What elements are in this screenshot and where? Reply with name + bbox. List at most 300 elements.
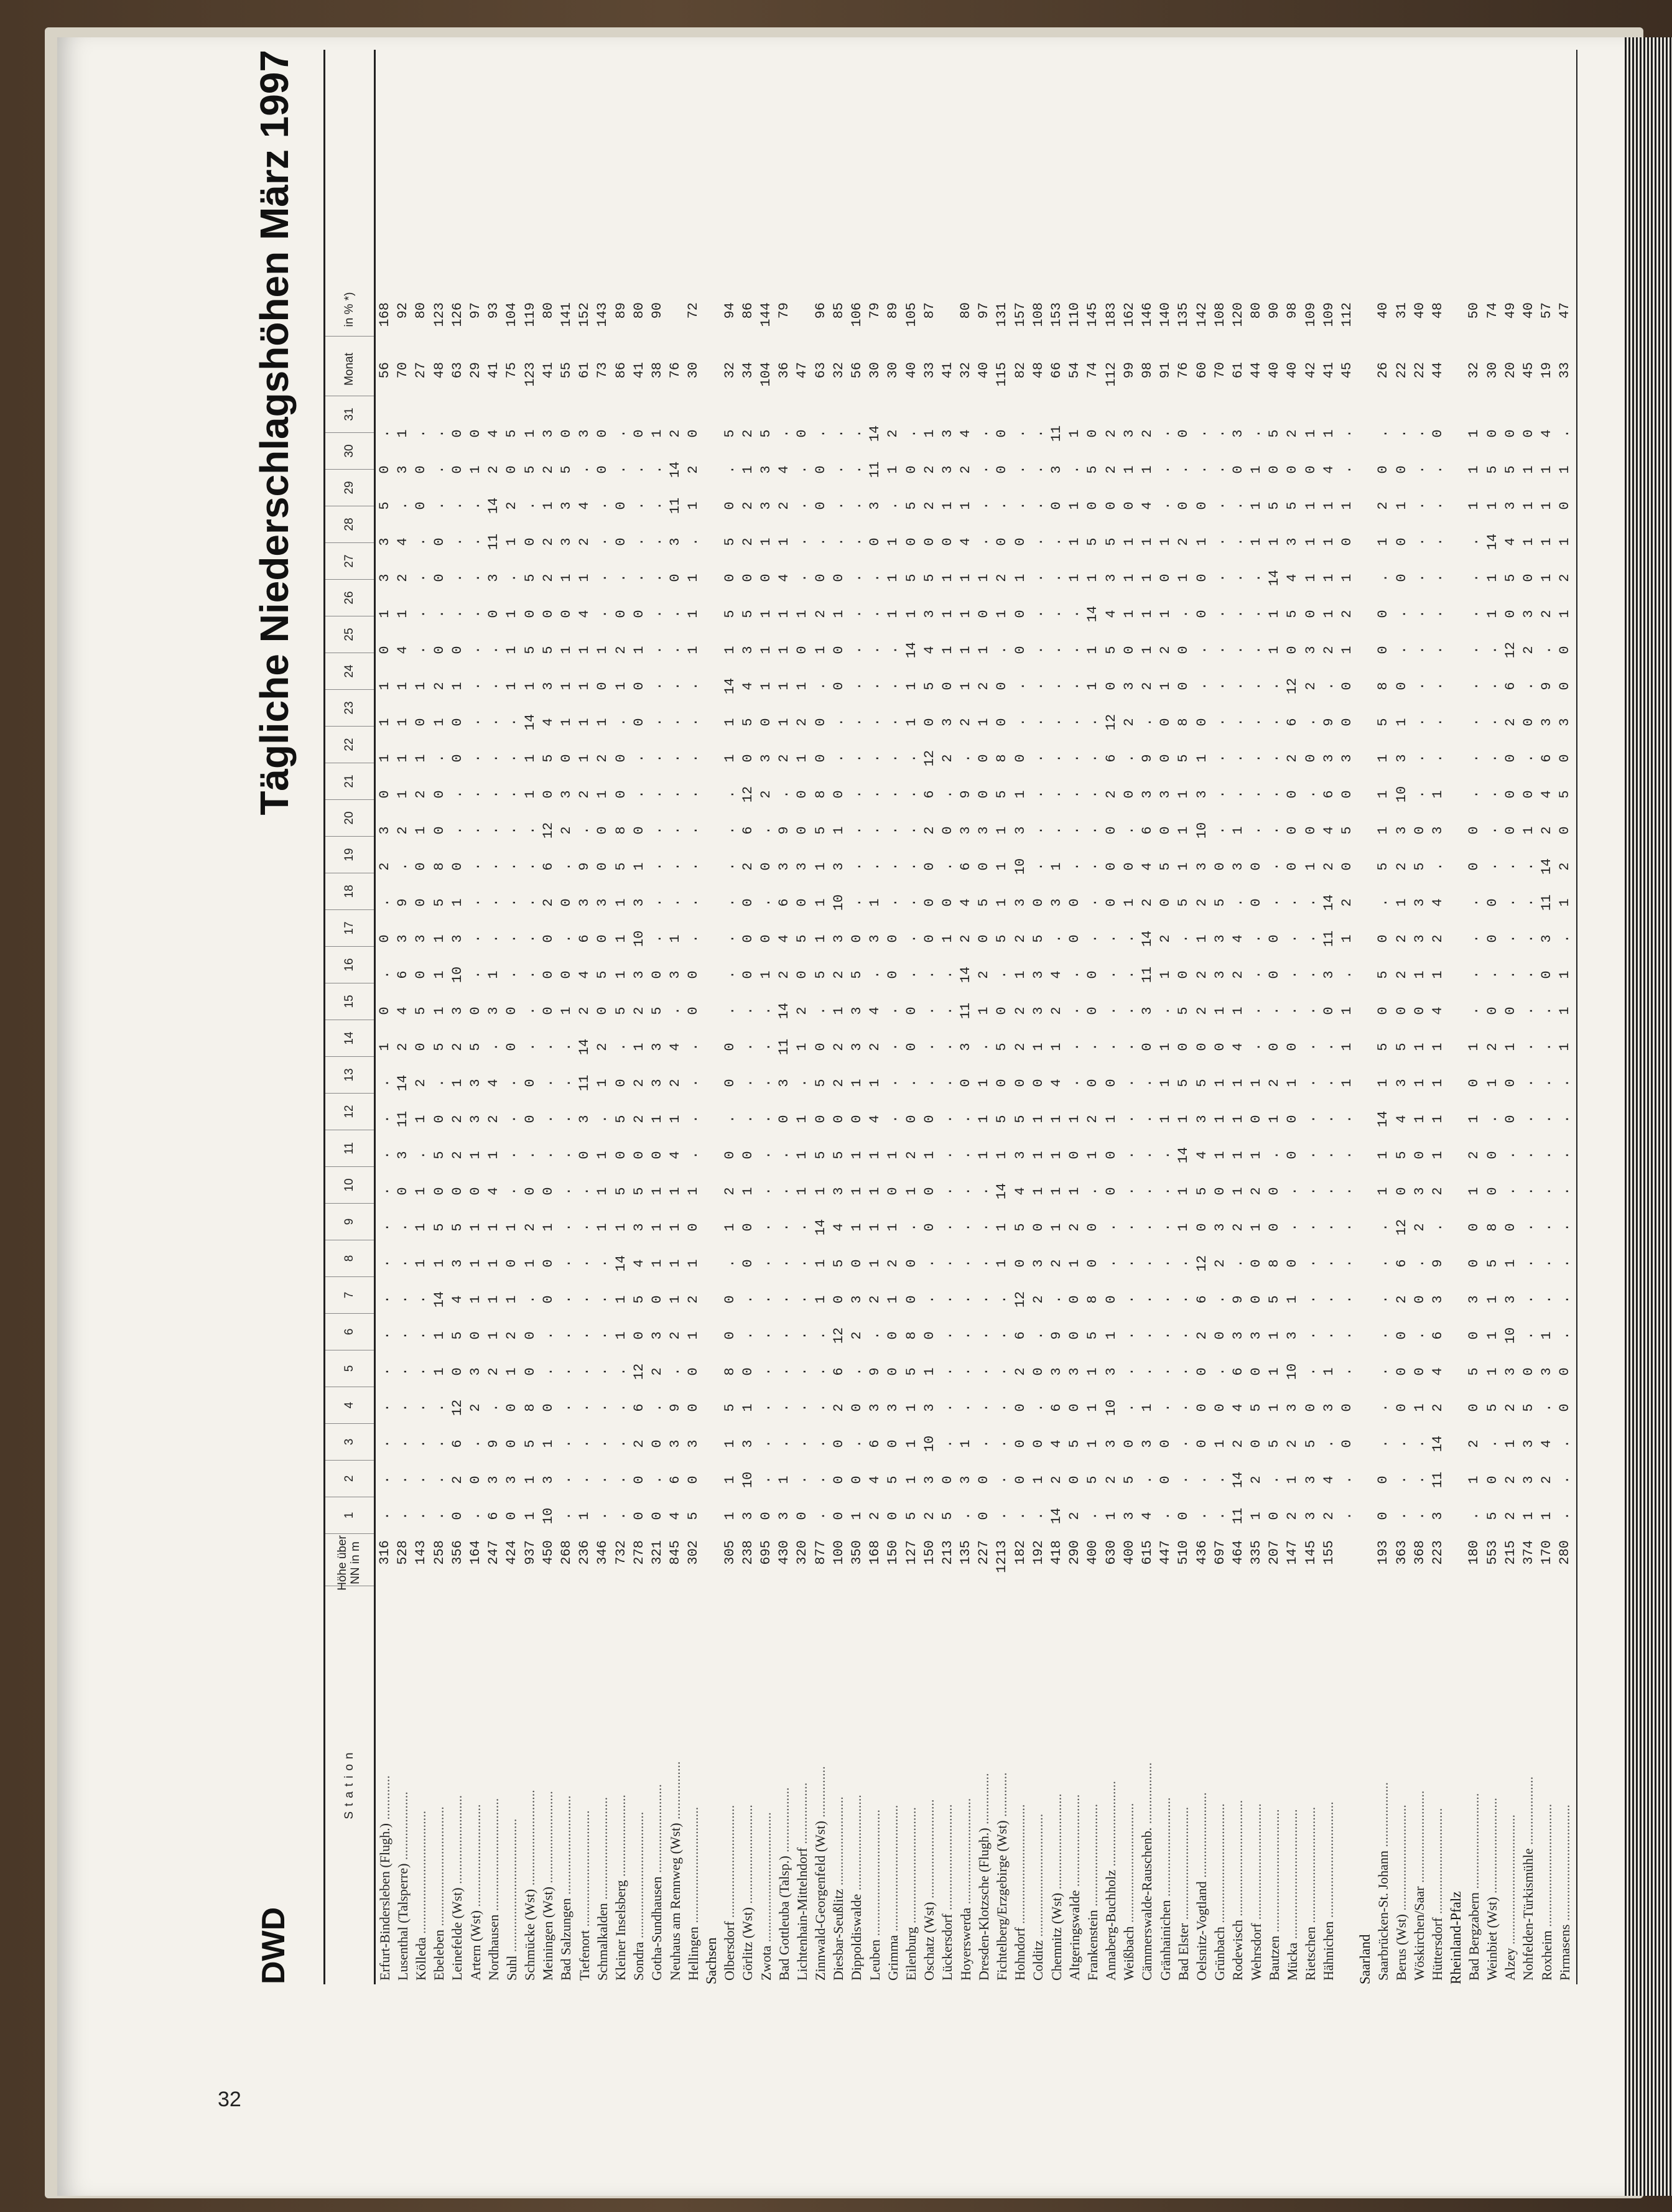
day-value: 5: [1411, 862, 1428, 871]
day-value: 1: [976, 1115, 992, 1123]
station-label: Nohfelden-Türkismühle: [1520, 1848, 1536, 1981]
day-value: 3: [1194, 862, 1210, 871]
day-value: 4: [1321, 1475, 1337, 1484]
month-total: 22: [1411, 362, 1428, 379]
day-value: .: [1321, 1043, 1337, 1051]
day-value: 0: [431, 646, 447, 654]
binding-edge: [1625, 37, 1672, 2196]
month-total: 30: [867, 362, 883, 379]
day-value: .: [848, 862, 865, 871]
day-value: 2: [1248, 1187, 1265, 1196]
day-value: 0: [1067, 1331, 1083, 1340]
leader-dots: ..................................: [1321, 1801, 1337, 1922]
day-value: .: [1375, 1331, 1391, 1340]
day-value: 1: [885, 1223, 901, 1232]
day-value: 2: [1466, 1151, 1482, 1159]
day-value: .: [976, 1403, 992, 1412]
day-value: 5: [812, 1151, 829, 1159]
day-value: 10: [1393, 786, 1410, 803]
table-row: [1156, 50, 1174, 1984]
day-value: 1: [740, 1403, 756, 1412]
day-value: .: [1012, 1512, 1028, 1520]
day-value: .: [1520, 1115, 1536, 1123]
day-value: .: [758, 1079, 774, 1087]
day-value: 1: [903, 610, 919, 618]
day-value: 1: [1176, 862, 1192, 871]
day-value: .: [1121, 1187, 1137, 1196]
day-value: 1: [1067, 429, 1083, 438]
station-label: Zwota: [758, 1945, 774, 1981]
station-height: 170: [1539, 1540, 1555, 1565]
day-value: 0: [1103, 682, 1119, 690]
day-value: 0: [1411, 826, 1428, 835]
day-value: .: [1121, 754, 1137, 763]
leader-dots: ...................................: [1012, 1804, 1028, 1928]
day-value: 0: [1248, 1295, 1265, 1304]
day-value: 1: [667, 934, 684, 943]
station-height: 280: [1557, 1540, 1573, 1565]
day-value: .: [994, 1331, 1010, 1340]
day-value: 14: [722, 677, 738, 695]
day-value: 2: [885, 429, 901, 438]
month-percent: 108: [1030, 302, 1046, 327]
station-height: 346: [595, 1540, 611, 1565]
day-value: .: [939, 1115, 955, 1123]
day-value: .: [1121, 970, 1137, 979]
day-value: 5: [830, 1259, 847, 1268]
day-value: 0: [1466, 1403, 1482, 1412]
day-value: 6: [1502, 682, 1518, 690]
station-height: 430: [776, 1540, 792, 1565]
station-height: 145: [1303, 1540, 1319, 1565]
day-value: .: [1012, 718, 1028, 727]
day-value: .: [486, 754, 502, 763]
day-value: .: [722, 1115, 738, 1123]
day-value: 1: [1103, 1115, 1119, 1123]
station-label: Wöskirchen/Saar: [1411, 1886, 1428, 1981]
day-value: 0: [722, 1043, 738, 1051]
day-value: 1: [1248, 1512, 1265, 1520]
day-value: 1: [1176, 1187, 1192, 1196]
day-value: .: [649, 718, 665, 727]
day-value: 0: [1466, 1223, 1482, 1232]
day-value: .: [740, 1043, 756, 1051]
day-value: 0: [504, 1043, 520, 1051]
day-value: 4: [667, 1043, 684, 1051]
day-value: 0: [1393, 537, 1410, 546]
day-value: .: [649, 898, 665, 907]
day-value: 1: [395, 429, 411, 438]
day-value: .: [1212, 1367, 1228, 1376]
day-value: .: [994, 646, 1010, 654]
day-value: .: [1303, 1006, 1319, 1015]
day-value: .: [595, 1331, 611, 1340]
station-name: [1375, 1586, 1391, 1984]
day-value: .: [848, 1367, 865, 1376]
day-value: .: [558, 1367, 574, 1376]
day-value: .: [685, 790, 702, 799]
day-value: 4: [776, 934, 792, 943]
day-value: .: [1085, 1512, 1101, 1520]
day-value: 3: [685, 1439, 702, 1448]
day-value: 5: [1466, 1367, 1482, 1376]
day-value: 14: [577, 1038, 593, 1056]
day-value: 0: [595, 934, 611, 943]
day-value: 0: [504, 1006, 520, 1015]
day-value: 5: [1375, 718, 1391, 727]
day-value: 0: [830, 1439, 847, 1448]
day-value: 0: [540, 1187, 556, 1196]
month-percent: 87: [921, 302, 937, 319]
day-value: 2: [1393, 1295, 1410, 1304]
station-height: 630: [1103, 1540, 1119, 1565]
station-height: 695: [758, 1540, 774, 1565]
day-value: .: [649, 537, 665, 546]
month-percent: 80: [1248, 302, 1265, 319]
table-row: [593, 50, 611, 1984]
table-row: [939, 50, 957, 1984]
month-percent: 89: [613, 302, 629, 319]
header-day-26: 26: [325, 580, 374, 616]
day-value: 0: [540, 1403, 556, 1412]
day-value: .: [921, 1006, 937, 1015]
day-value: .: [740, 1331, 756, 1340]
day-value: 0: [1339, 537, 1355, 546]
day-value: .: [1466, 1512, 1482, 1520]
day-value: 5: [1176, 1079, 1192, 1087]
day-value: 5: [903, 574, 919, 582]
station-name: [1176, 1586, 1192, 1984]
day-value: .: [431, 1079, 447, 1087]
station-name: [1429, 1586, 1446, 1984]
day-value: 3: [939, 718, 955, 727]
station-height: 147: [1284, 1540, 1301, 1565]
table-row: [1538, 50, 1556, 1984]
day-value: 0: [540, 1259, 556, 1268]
day-value: 2: [1375, 501, 1391, 510]
day-value: 3: [540, 1475, 556, 1484]
month-percent: 108: [1212, 302, 1228, 327]
day-value: 1: [1429, 1115, 1446, 1123]
day-value: .: [449, 790, 465, 799]
day-value: 5: [1012, 1115, 1028, 1123]
day-value: .: [1067, 754, 1083, 763]
day-value: 0: [1303, 610, 1319, 618]
station-name: [722, 1586, 738, 1984]
day-value: 0: [740, 1367, 756, 1376]
day-value: .: [976, 1043, 992, 1051]
day-value: .: [613, 1475, 629, 1484]
day-value: 1: [1266, 1403, 1283, 1412]
day-value: 1: [1030, 1151, 1046, 1159]
station-label: Cämmerswalde-Rauschenb.: [1139, 1827, 1155, 1981]
day-value: .: [1194, 1512, 1210, 1520]
day-value: 0: [1067, 1295, 1083, 1304]
day-value: 4: [395, 646, 411, 654]
day-value: 0: [685, 1367, 702, 1376]
leader-dots: .................: [667, 1761, 683, 1823]
day-value: 4: [1539, 429, 1555, 438]
day-value: 5: [449, 1331, 465, 1340]
day-value: 1: [1266, 646, 1283, 654]
day-value: 3: [1411, 934, 1428, 943]
month-total: 70: [1212, 362, 1228, 379]
day-value: 2: [776, 501, 792, 510]
month-percent: 96: [812, 302, 829, 319]
day-value: 1: [903, 682, 919, 690]
station-label: Artern (Wst): [467, 1910, 483, 1981]
day-value: 3: [649, 1043, 665, 1051]
day-value: .: [867, 574, 883, 582]
day-value: 2: [649, 1367, 665, 1376]
day-value: 1: [667, 1259, 684, 1268]
day-value: .: [1266, 1151, 1283, 1159]
day-value: 0: [1012, 646, 1028, 654]
day-value: 12: [540, 822, 556, 839]
day-value: 0: [921, 1331, 937, 1340]
day-value: .: [377, 1223, 393, 1232]
station-height: 155: [1321, 1540, 1337, 1565]
day-value: 0: [1284, 646, 1301, 654]
day-value: .: [577, 826, 593, 835]
station-height: 436: [1194, 1540, 1210, 1565]
day-value: .: [1121, 826, 1137, 835]
day-value: 5: [1266, 429, 1283, 438]
day-value: .: [486, 718, 502, 727]
day-value: 0: [1158, 754, 1174, 763]
station-name: [830, 1586, 847, 1984]
day-value: 0: [903, 1259, 919, 1268]
station-height: 400: [1121, 1540, 1137, 1565]
day-value: .: [1212, 1295, 1228, 1304]
day-value: .: [1339, 1512, 1355, 1520]
day-value: .: [558, 1259, 574, 1268]
day-value: .: [1393, 610, 1410, 618]
table-row: [1556, 50, 1574, 1984]
day-value: .: [1466, 574, 1482, 582]
day-value: 2: [1539, 610, 1555, 618]
day-value: 1: [921, 429, 937, 438]
station-label: Kleiner Inselsberg: [613, 1880, 629, 1981]
day-value: .: [867, 826, 883, 835]
day-value: .: [958, 1151, 974, 1159]
day-value: .: [1121, 1223, 1137, 1232]
day-value: 2: [595, 754, 611, 763]
day-value: .: [885, 1043, 901, 1051]
day-value: 1: [649, 1115, 665, 1123]
day-value: 5: [1012, 1223, 1028, 1232]
day-value: .: [1030, 1331, 1046, 1340]
day-value: .: [776, 1367, 792, 1376]
day-value: 3: [395, 1151, 411, 1159]
day-value: .: [776, 1439, 792, 1448]
month-total: 32: [958, 362, 974, 379]
day-value: 0: [1393, 1006, 1410, 1015]
day-value: 3: [1429, 826, 1446, 835]
leader-dots: ....................................: [1266, 1809, 1282, 1936]
day-value: 8: [1484, 1223, 1500, 1232]
day-value: 0: [1012, 1475, 1028, 1484]
day-value: 0: [830, 646, 847, 654]
day-value: 1: [885, 465, 901, 474]
station-label: Chemnitz (Wst): [1048, 1892, 1064, 1981]
day-value: 2: [1393, 934, 1410, 943]
day-value: .: [1212, 574, 1228, 582]
day-value: .: [558, 1295, 574, 1304]
day-value: .: [812, 1006, 829, 1015]
day-value: .: [558, 1512, 574, 1520]
day-value: 1: [794, 1115, 810, 1123]
day-value: 1: [1321, 501, 1337, 510]
day-value: 3: [1030, 970, 1046, 979]
day-value: .: [1230, 682, 1246, 690]
day-value: 0: [1557, 1367, 1573, 1376]
day-value: 2: [1049, 1006, 1065, 1015]
day-value: 1: [577, 718, 593, 727]
day-value: 0: [722, 574, 738, 582]
station-height: 127: [903, 1540, 919, 1565]
day-value: .: [540, 1367, 556, 1376]
table-row: [1011, 50, 1029, 1984]
station-name: [921, 1586, 937, 1984]
day-value: .: [1030, 718, 1046, 727]
day-value: 1: [1067, 1115, 1083, 1123]
leader-dots: ..................................: [1556, 1805, 1572, 1925]
day-value: 0: [504, 1439, 520, 1448]
month-percent: 92: [395, 302, 411, 319]
day-value: 0: [1176, 1512, 1192, 1520]
table-row: [1338, 50, 1356, 1984]
day-value: .: [1030, 646, 1046, 654]
day-value: .: [903, 862, 919, 871]
month-total: 76: [1176, 362, 1192, 379]
day-value: 1: [1502, 1439, 1518, 1448]
day-value: 0: [468, 1006, 484, 1015]
day-value: 1: [1557, 970, 1573, 979]
day-value: 14: [486, 497, 502, 514]
day-value: 2: [1248, 1475, 1265, 1484]
day-value: 1: [595, 718, 611, 727]
day-value: 6: [740, 826, 756, 835]
day-value: 0: [1085, 1223, 1101, 1232]
day-value: .: [1466, 934, 1482, 943]
day-value: 1: [649, 1223, 665, 1232]
table-row: [485, 50, 503, 1984]
day-value: 3: [395, 465, 411, 474]
header-day-16: 16: [325, 947, 374, 983]
day-value: 3: [486, 1006, 502, 1015]
month-total: 41: [939, 362, 955, 379]
day-value: 3: [595, 898, 611, 907]
day-value: .: [758, 1331, 774, 1340]
month-percent: 80: [958, 302, 974, 319]
station-name: [558, 1586, 574, 1984]
day-value: 1: [1049, 1151, 1065, 1159]
day-value: 1: [1466, 429, 1482, 438]
day-value: .: [885, 754, 901, 763]
day-value: 4: [1012, 1187, 1028, 1196]
day-value: .: [1121, 1367, 1137, 1376]
header-day-27: 27: [325, 543, 374, 580]
day-value: 9: [1230, 1295, 1246, 1304]
station-name: [1248, 1586, 1265, 1984]
day-value: 1: [1466, 465, 1482, 474]
day-value: 5: [921, 682, 937, 690]
month-percent: 90: [649, 302, 665, 319]
day-value: 5: [812, 1079, 829, 1087]
day-value: 4: [1429, 1006, 1446, 1015]
day-value: .: [1411, 682, 1428, 690]
day-value: 4: [577, 501, 593, 510]
day-value: .: [449, 501, 465, 510]
day-value: 3: [1121, 1512, 1137, 1520]
month-total: 123: [522, 362, 538, 387]
month-total: 112: [1103, 362, 1119, 387]
day-value: .: [1484, 790, 1500, 799]
day-value: 2: [540, 898, 556, 907]
day-value: 3: [830, 934, 847, 943]
day-value: 0: [431, 790, 447, 799]
day-value: 1: [776, 718, 792, 727]
day-value: 1: [1375, 1151, 1391, 1159]
day-value: 1: [667, 1187, 684, 1196]
day-value: .: [1520, 862, 1536, 871]
day-value: 1: [958, 501, 974, 510]
day-value: 5: [758, 429, 774, 438]
month-total: 73: [595, 362, 611, 379]
day-value: .: [1557, 1475, 1573, 1484]
day-value: .: [504, 826, 520, 835]
day-value: 3: [1303, 1475, 1319, 1484]
day-value: .: [667, 862, 684, 871]
day-value: .: [613, 718, 629, 727]
day-value: 2: [558, 826, 574, 835]
day-value: 2: [449, 1043, 465, 1051]
day-value: .: [867, 718, 883, 727]
day-value: 6: [1429, 1331, 1446, 1340]
day-value: 1: [413, 1115, 429, 1123]
day-value: 1: [449, 898, 465, 907]
leader-dots: ..............................: [467, 1804, 483, 1910]
day-value: 1: [595, 1079, 611, 1087]
day-value: 2: [1393, 970, 1410, 979]
day-value: 3: [1194, 790, 1210, 799]
day-value: 2: [1303, 682, 1319, 690]
day-value: 0: [649, 1439, 665, 1448]
day-value: .: [413, 1331, 429, 1340]
station-label: Bad Elster: [1175, 1923, 1191, 1981]
day-value: 1: [722, 754, 738, 763]
day-value: .: [1158, 1006, 1174, 1015]
day-value: 1: [1484, 610, 1500, 618]
day-value: .: [613, 1367, 629, 1376]
day-value: 1: [613, 1295, 629, 1304]
day-value: .: [1303, 1259, 1319, 1268]
station-label: Zinnwald-Georgenfeld (Wst): [812, 1821, 829, 1981]
day-value: .: [1030, 1403, 1046, 1412]
day-value: 0: [1248, 1115, 1265, 1123]
day-value: .: [1230, 646, 1246, 654]
day-value: .: [1466, 610, 1482, 618]
header-day-2: 2: [325, 1461, 374, 1497]
day-value: 2: [921, 501, 937, 510]
day-value: 0: [758, 1512, 774, 1520]
day-value: .: [577, 1439, 593, 1448]
day-value: .: [958, 1367, 974, 1376]
month-total: 86: [613, 362, 629, 379]
day-value: .: [1067, 1043, 1083, 1051]
day-value: 0: [1520, 790, 1536, 799]
